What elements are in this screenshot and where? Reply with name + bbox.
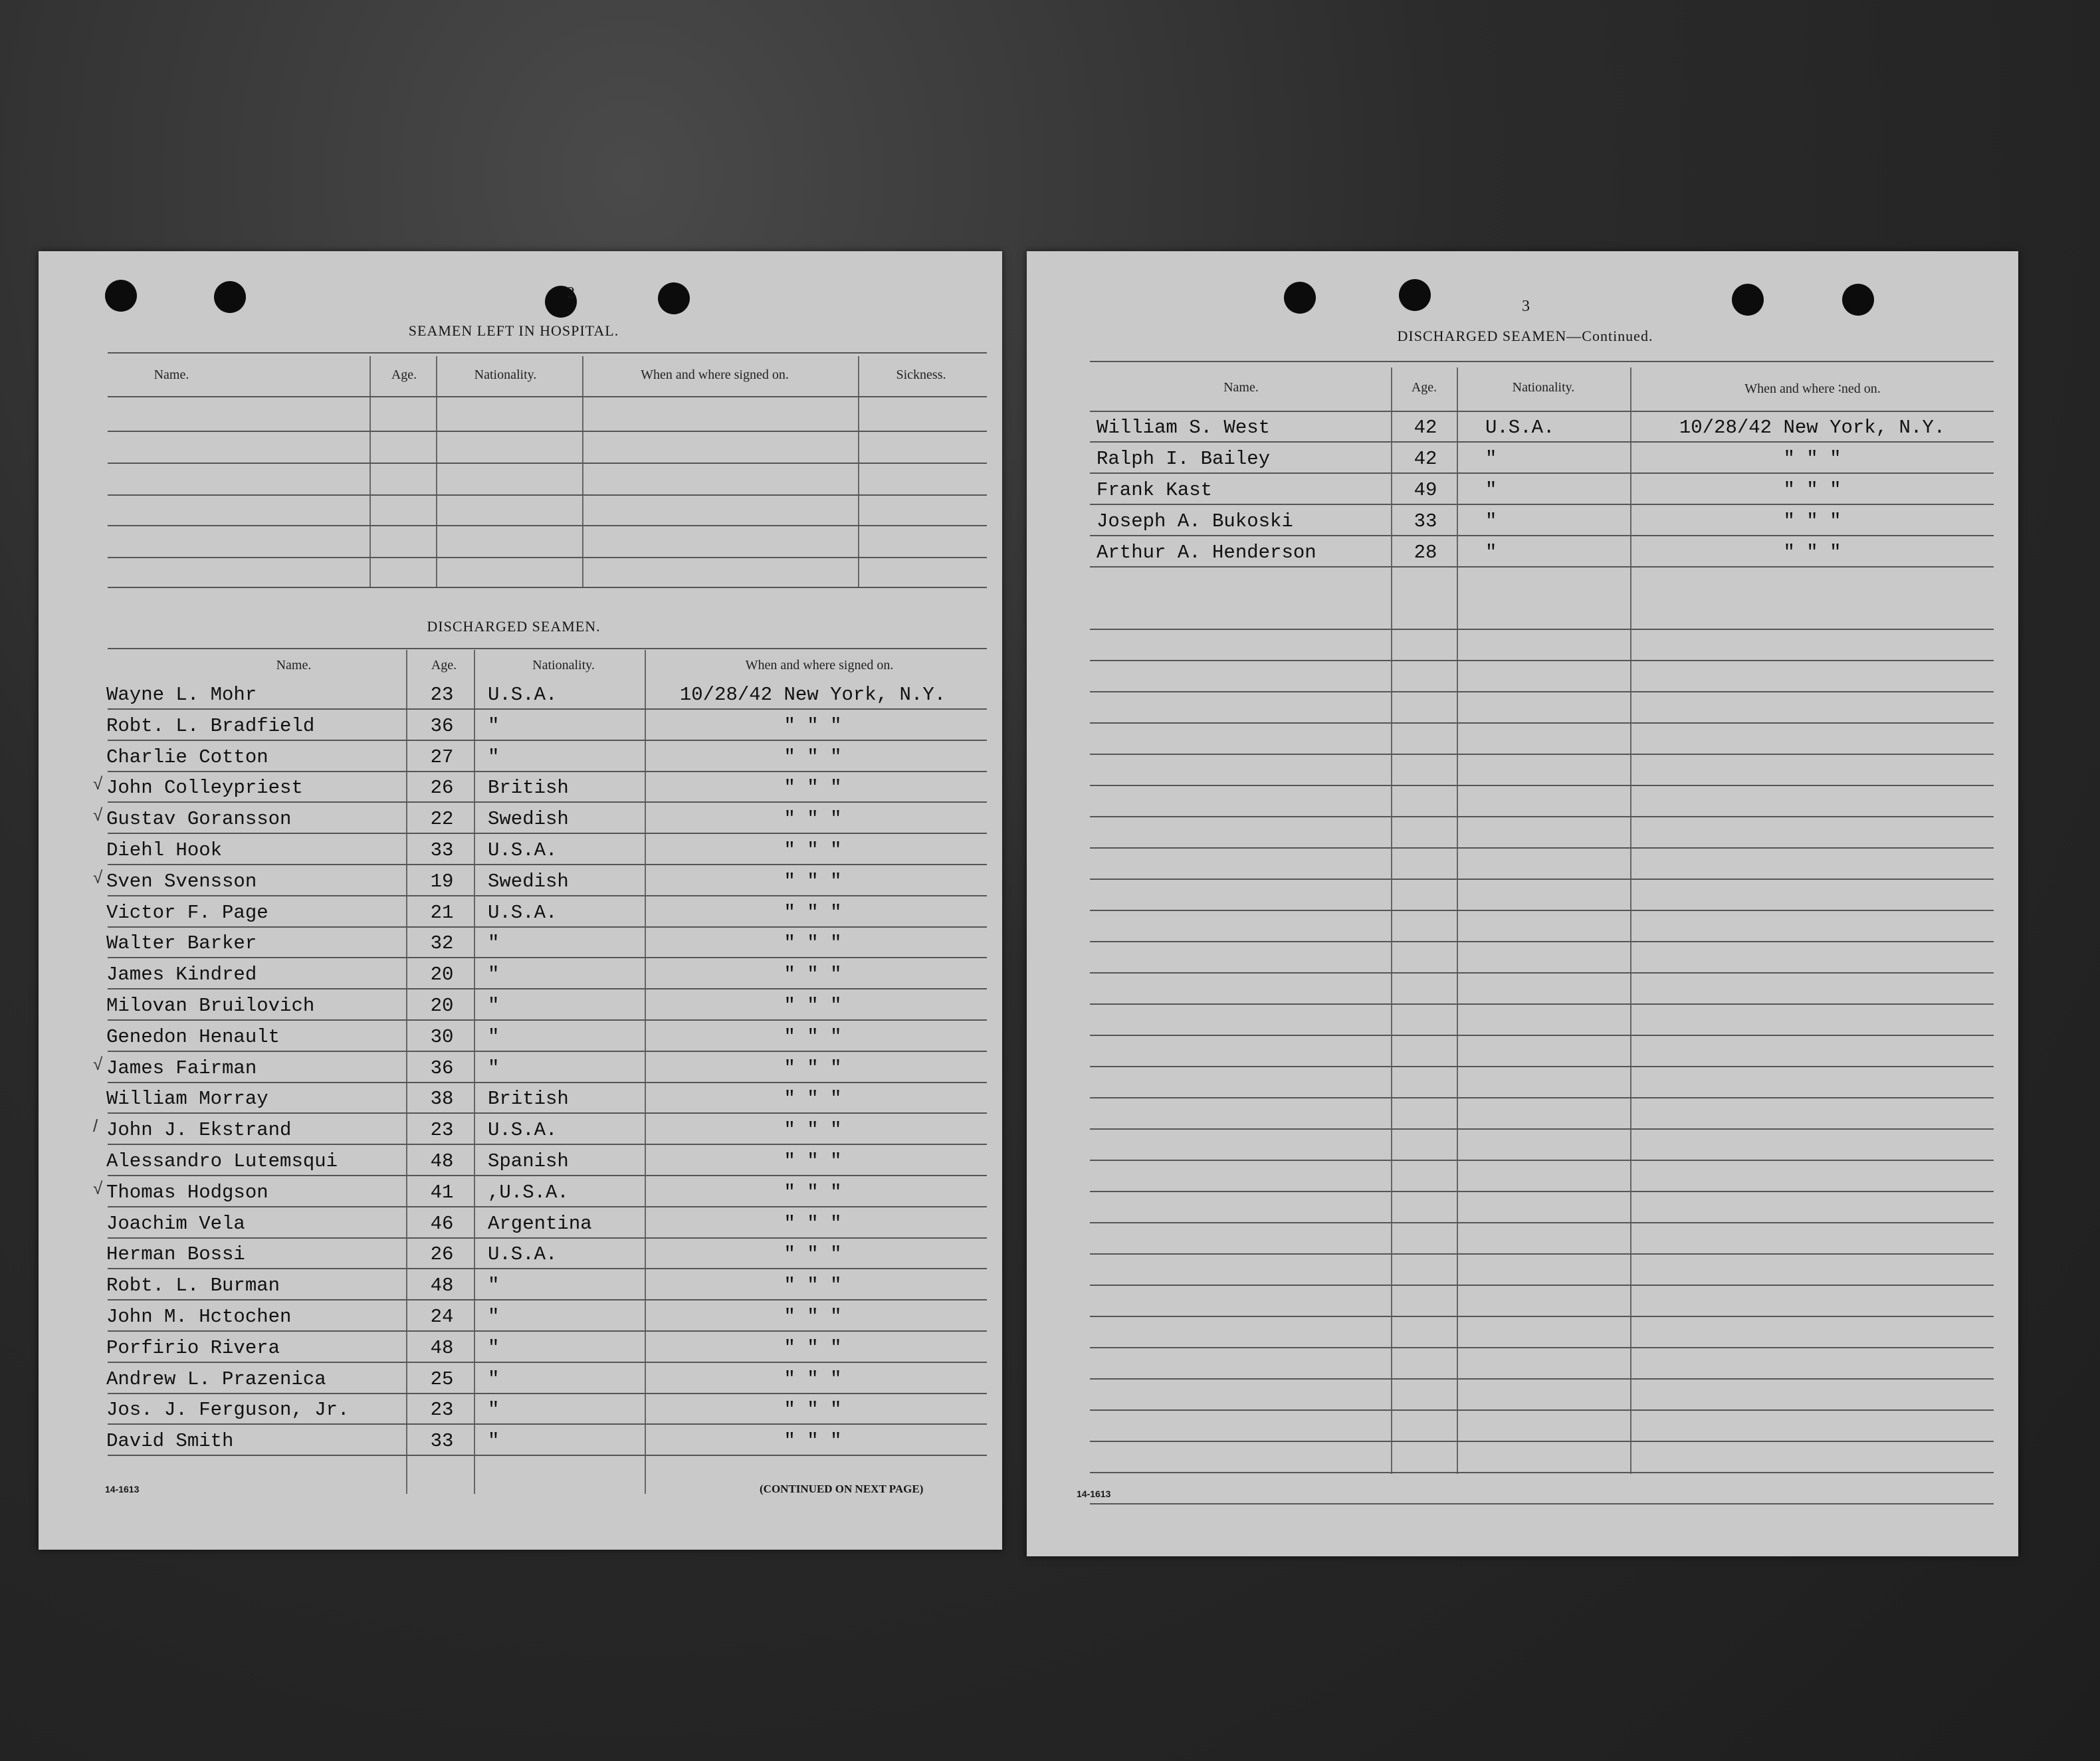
blank-row-rule [1090,691,1994,692]
seaman-signed-on: " " " [784,901,842,924]
seaman-nationality: " [488,746,500,768]
column-divider [582,356,583,587]
seaman-age: 27 [430,746,454,768]
punch-hole [658,282,690,314]
seaman-name: Alessandro Lutemsqui [106,1150,338,1172]
check-mark: / [93,1116,98,1136]
blank-row-rule [1090,1409,1994,1411]
punch-hole [1284,282,1316,314]
punch-hole [105,280,137,312]
seaman-signed-on: " " " [784,1088,842,1110]
seaman-signed-on: " " " [784,1181,842,1203]
seaman-nationality: Swedish [488,870,569,892]
right-page [1027,251,2018,1556]
seaman-age: 48 [430,1150,454,1172]
discharged-header-signed-on: When and where signed on. [745,658,894,673]
seaman-age: 28 [1414,542,1437,564]
seaman-name: John J. Ekstrand [106,1119,292,1142]
seaman-name: Charlie Cotton [106,746,268,768]
table-row [39,1144,1002,1175]
seaman-nationality: " [488,714,500,737]
table-row [39,1424,1002,1455]
seaman-age: 33 [1414,510,1437,532]
table-row [39,1176,1002,1206]
seaman-name: Joseph A. Bukoski [1097,510,1293,532]
seaman-age: 32 [430,932,454,955]
rule [108,525,987,526]
row-rule [108,1455,987,1456]
seaman-age: 25 [430,1368,454,1390]
seaman-nationality: ,U.S.A. [488,1181,569,1203]
seaman-name: David Smith [106,1430,234,1453]
seaman-nationality: " [488,995,500,1017]
table-row [39,678,1002,708]
seaman-nationality: U.S.A. [488,839,558,861]
continued-note: (CONTINUED ON NEXT PAGE) [760,1483,924,1495]
table-row [1027,442,2018,472]
table-row [39,1331,1002,1362]
punch-hole [1842,284,1874,316]
seaman-name: Milovan Bruilovich [106,995,315,1017]
seaman-name: Victor F. Page [106,901,268,924]
seaman-signed-on: " " " [1783,510,1841,532]
discharged-header-nationality: Nationality. [532,658,595,673]
seaman-nationality: " [488,1275,500,1297]
seaman-age: 26 [430,777,454,799]
blank-row-rule [1090,1222,1994,1223]
table-row [39,1300,1002,1330]
seaman-age: 33 [430,1430,454,1453]
seaman-signed-on: " " " [784,1212,842,1235]
discharged-header-name: Name. [276,658,312,673]
seaman-signed-on: 10/28/42 New York, N.Y. [679,684,946,706]
blank-row-rule [1090,816,1994,817]
seaman-name: Arthur A. Henderson [1097,542,1316,564]
seaman-age: 33 [430,839,454,861]
seaman-nationality: U.S.A. [488,684,558,706]
seaman-name: John Colleypriest [106,777,303,799]
punch-hole [1732,284,1764,316]
right-header-signed-on: When and where ∶ned on. [1744,381,1881,396]
discharged-section-title: DISCHARGED SEAMEN. [427,618,601,635]
seaman-age: 30 [430,1025,454,1048]
punch-hole [1399,279,1431,311]
rule [108,494,987,496]
seaman-name: James Kindred [106,964,257,986]
rule [108,352,987,354]
seaman-nationality: British [488,777,569,799]
table-row [39,709,1002,740]
seaman-age: 24 [430,1306,454,1328]
blank-row-rule [1090,722,1994,724]
blank-row-rule [1090,1253,1994,1255]
check-mark: √ [93,1053,103,1074]
seaman-nationality: Swedish [488,808,569,831]
seaman-signed-on: " " " [784,1368,842,1390]
hospital-header-nationality: Nationality. [474,367,537,382]
seaman-nationality: Spanish [488,1150,569,1172]
seaman-age: 26 [430,1243,454,1266]
table-row [39,833,1002,864]
discharged-header-age: Age. [431,658,457,673]
column-divider [858,356,859,587]
seaman-name: Robt. L. Bradfield [106,714,315,737]
form-number: 14-1613 [105,1484,140,1495]
seaman-nationality: " [488,1368,500,1390]
seaman-age: 36 [430,1057,454,1079]
column-divider [436,356,437,587]
blank-row-rule [1090,1191,1994,1192]
blank-row-rule [1090,1097,1994,1098]
table-row [1027,536,2018,566]
rule [1090,361,1994,362]
right-header-age: Age. [1411,380,1437,395]
seaman-name: Frank Kast [1097,479,1213,501]
seaman-name: Ralph I. Bailey [1097,448,1271,470]
table-row [1027,504,2018,535]
table-row [39,1113,1002,1144]
table-row [39,926,1002,957]
seaman-age: 48 [430,1336,454,1359]
seaman-age: 23 [430,1399,454,1421]
rule [108,431,987,432]
seaman-age: 21 [430,901,454,924]
blank-row-rule [1090,785,1994,786]
seaman-signed-on: " " " [784,1119,842,1142]
rule [108,396,987,397]
seaman-signed-on: " " " [784,1336,842,1359]
check-mark: √ [93,774,103,794]
seaman-nationality: " [488,1306,500,1328]
seaman-age: 23 [430,1119,454,1142]
left-page [39,251,1002,1550]
seaman-signed-on: 10/28/42 New York, N.Y. [1679,417,1946,439]
table-row [39,989,1002,1019]
seaman-signed-on: " " " [1783,542,1841,564]
blank-row-rule [1090,660,1994,661]
table-row [39,1051,1002,1082]
rule [108,557,987,558]
seaman-nationality: " [1485,448,1497,470]
blank-row-rule [1090,1503,1994,1504]
seaman-nationality: Argentina [488,1212,592,1235]
seaman-age: 48 [430,1275,454,1297]
seaman-age: 38 [430,1088,454,1110]
seaman-signed-on: " " " [784,839,842,861]
seaman-age: 23 [430,684,454,706]
form-number: 14-1613 [1077,1489,1111,1499]
seaman-nationality: " [488,1057,500,1079]
blank-row-rule [1090,1128,1994,1130]
table-row [39,865,1002,895]
table-row [39,958,1002,988]
blank-row-rule [1090,1378,1994,1380]
blank-row-rule [1090,972,1994,974]
seaman-nationality: " [488,1430,500,1453]
seaman-nationality: " [488,932,500,955]
table-row [39,740,1002,771]
seaman-name: Joachim Vela [106,1212,245,1235]
check-mark: √ [93,867,103,887]
table-row [39,771,1002,801]
blank-row-rule [1090,910,1994,911]
seaman-nationality: " [488,964,500,986]
blank-row-rule [1090,1285,1994,1286]
seaman-name: Gustav Goransson [106,808,292,831]
hospital-header-sickness: Sickness. [896,367,946,382]
seaman-signed-on: " " " [784,1306,842,1328]
seaman-signed-on: " " " [784,964,842,986]
hospital-section-title: SEAMEN LEFT IN HOSPITAL. [408,322,619,339]
seaman-signed-on: " " " [784,1025,842,1048]
seaman-signed-on: " " " [784,1430,842,1453]
seaman-age: 42 [1414,448,1437,470]
table-row [39,802,1002,833]
seaman-name: John M. Hctochen [106,1306,292,1328]
seaman-signed-on: " " " [784,1399,842,1421]
seaman-age: 20 [430,964,454,986]
blank-row-rule [1090,879,1994,880]
hospital-header-signed-on: When and where signed on. [641,367,789,382]
seaman-nationality: " [488,1399,500,1421]
seaman-name: Jos. J. Ferguson, Jr. [106,1399,350,1421]
seaman-signed-on: " " " [784,870,842,892]
seaman-nationality: " [488,1336,500,1359]
blank-row-rule [1090,941,1994,942]
blank-row-rule [1090,629,1994,630]
seaman-name: Sven Svensson [106,870,257,892]
blank-row-rule [1090,1066,1994,1067]
seaman-nationality: " [1485,479,1497,501]
blank-row-rule [1090,847,1994,849]
table-row [1027,473,2018,504]
seaman-signed-on: " " " [1783,448,1841,470]
seaman-signed-on: " " " [784,995,842,1017]
punch-hole [214,281,246,313]
seaman-signed-on: " " " [1783,479,1841,501]
column-divider [369,356,371,587]
discharged-continued-title: DISCHARGED SEAMEN—Continued. [1397,328,1653,344]
table-row [39,1237,1002,1268]
seaman-signed-on: " " " [784,808,842,831]
rule [108,463,987,464]
blank-row-rule [1090,1316,1994,1317]
seaman-signed-on: " " " [784,1057,842,1079]
seaman-nationality: U.S.A. [488,1119,558,1142]
table-row [39,1082,1002,1112]
seaman-age: 46 [430,1212,454,1235]
check-mark: √ [93,1178,103,1198]
seaman-name: Diehl Hook [106,839,223,861]
seaman-signed-on: " " " [784,1243,842,1266]
seaman-age: 41 [430,1181,454,1203]
seaman-nationality: " [1485,542,1497,564]
seaman-nationality: " [1485,510,1497,532]
check-mark: √ [93,805,103,825]
right-header-name: Name. [1223,380,1259,395]
hospital-header-name: Name. [154,367,189,382]
rule [108,587,987,588]
seaman-age: 49 [1414,479,1437,501]
blank-row-rule [1090,754,1994,755]
rule [108,648,987,649]
table-row [39,1207,1002,1237]
seaman-signed-on: " " " [784,746,842,768]
seaman-name: Herman Bossi [106,1243,245,1266]
seaman-age: 22 [430,808,454,831]
hospital-header-age: Age. [391,367,417,382]
page-number: 2 [567,284,575,302]
seaman-signed-on: " " " [784,1150,842,1172]
seaman-name: James Fairman [106,1057,257,1079]
seaman-name: Robt. L. Burman [106,1275,280,1297]
seaman-name: Porfirio Rivera [106,1336,280,1359]
seaman-name: Genedon Henault [106,1025,280,1048]
seaman-age: 19 [430,870,454,892]
table-row [39,1362,1002,1393]
seaman-nationality: U.S.A. [488,901,558,924]
blank-row-rule [1090,1035,1994,1036]
row-rule [1090,566,1994,568]
seaman-signed-on: " " " [784,1275,842,1297]
seaman-name: Walter Barker [106,932,257,955]
seaman-age: 42 [1414,417,1437,439]
seaman-name: William Morray [106,1088,268,1110]
seaman-age: 36 [430,714,454,737]
table-row [39,1269,1002,1299]
table-row [39,1393,1002,1423]
seaman-nationality: U.S.A. [488,1243,558,1266]
table-row [39,896,1002,926]
blank-row-rule [1090,1003,1994,1005]
right-header-nationality: Nationality. [1512,380,1575,395]
page-number: 3 [1522,298,1530,315]
seaman-name: Andrew L. Prazenica [106,1368,326,1390]
seaman-signed-on: " " " [784,777,842,799]
seaman-nationality: U.S.A. [1485,417,1555,439]
seaman-age: 20 [430,995,454,1017]
table-row [1027,411,2018,441]
seaman-signed-on: " " " [784,714,842,737]
seaman-nationality: " [488,1025,500,1048]
blank-row-rule [1090,1160,1994,1161]
seaman-signed-on: " " " [784,932,842,955]
seaman-name: Wayne L. Mohr [106,684,257,706]
blank-row-rule [1090,1472,1994,1473]
seaman-nationality: British [488,1088,569,1110]
seaman-name: William S. West [1097,417,1271,439]
blank-row-rule [1090,1347,1994,1348]
blank-row-rule [1090,1441,1994,1442]
seaman-name: Thomas Hodgson [106,1181,268,1203]
table-row [39,1020,1002,1051]
